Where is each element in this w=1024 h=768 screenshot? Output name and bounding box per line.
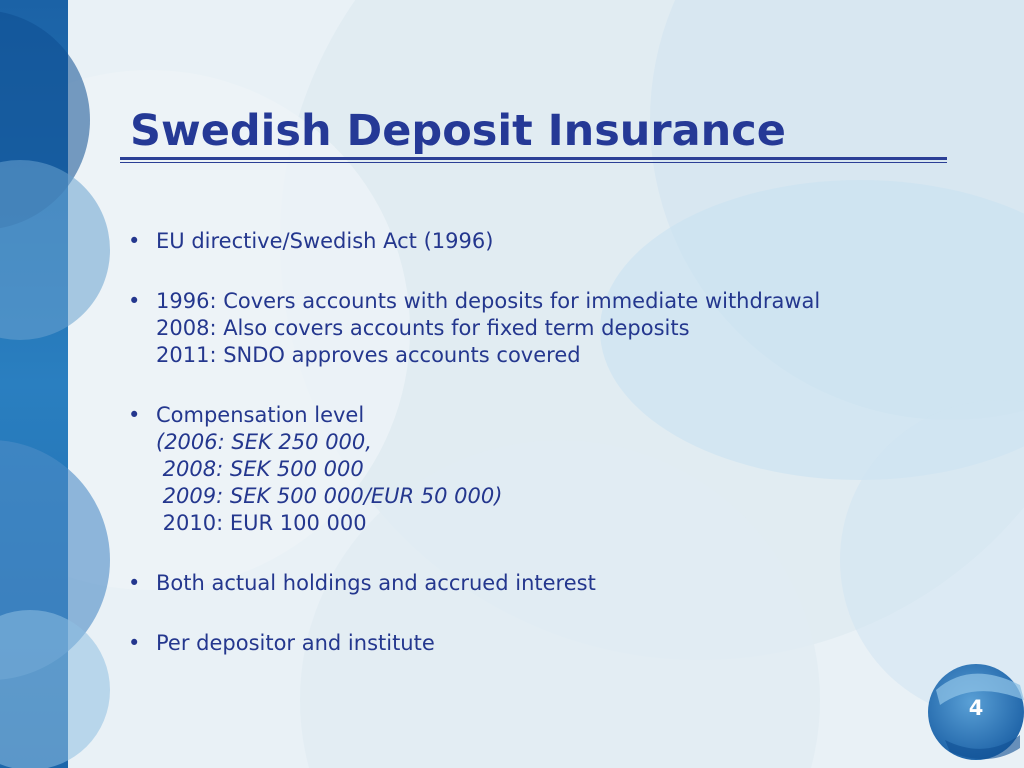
bullet-item xyxy=(128,228,948,255)
bullet-dot: • xyxy=(128,289,141,313)
bullet-dot: • xyxy=(128,229,141,253)
bullet-item xyxy=(128,402,948,537)
bullet-dot: • xyxy=(128,403,141,427)
bullet-line: 2009: SEK 500 000/EUR 50 000) xyxy=(156,484,503,508)
bullet-line: 2008: Also covers accounts for fixed term deposits xyxy=(156,316,690,340)
bullet-line: EU directive/Swedish Act (1996) xyxy=(156,229,494,253)
bullet-line: Per depositor and institute xyxy=(156,631,435,655)
bullet-item xyxy=(128,288,948,369)
title-underline xyxy=(120,157,947,163)
page-number: 4 xyxy=(968,696,984,720)
bullet-item xyxy=(128,630,948,657)
bullet-item xyxy=(128,570,948,597)
bullet-line: 2010: EUR 100 000 xyxy=(156,511,367,535)
bullet-dot: • xyxy=(128,571,141,595)
bullet-line: Compensation level xyxy=(156,403,365,427)
bullet-dot: • xyxy=(128,631,141,655)
bullet-line: 1996: Covers accounts with deposits for immediate withdrawal xyxy=(156,289,821,313)
bullet-line: 2008: SEK 500 000 xyxy=(156,457,364,481)
bullet-line: Both actual holdings and accrued interest xyxy=(156,571,596,595)
slide-title: Swedish Deposit Insurance xyxy=(130,106,786,156)
bullet-line: (2006: SEK 250 000, xyxy=(156,430,372,454)
bullet-line: 2011: SNDO approves accounts covered xyxy=(156,343,581,367)
bullet-list xyxy=(128,228,948,690)
